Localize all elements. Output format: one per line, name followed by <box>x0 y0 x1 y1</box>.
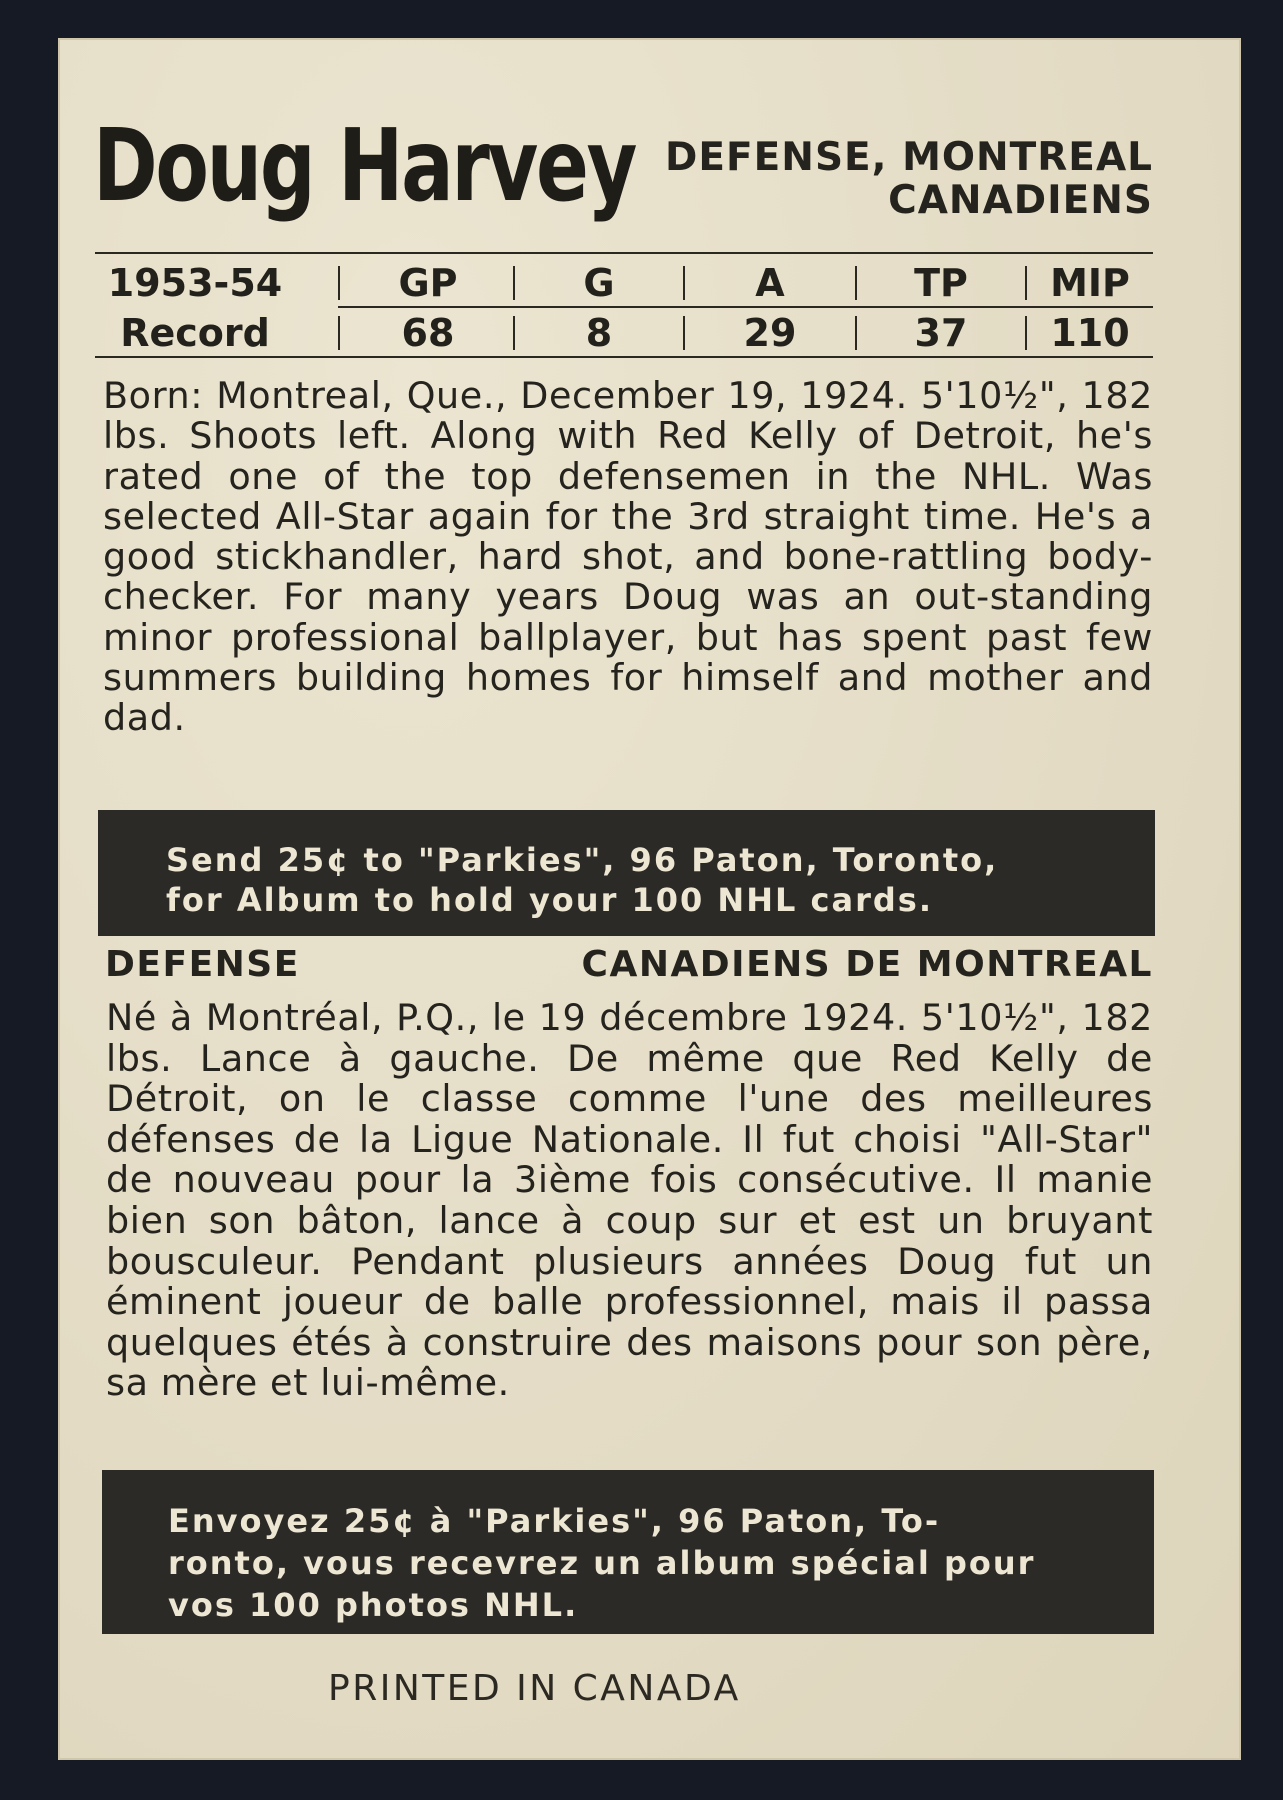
french-heading <box>105 944 1153 994</box>
banner-fr-line-1: Envoyez 25¢ à "Parkies", 96 Paton, To- <box>168 1502 941 1540</box>
position-line-1: DEFENSE, MONTREAL <box>665 135 1153 180</box>
value-tp: 37 <box>914 311 968 355</box>
album-offer-banner-en <box>98 810 1155 936</box>
header-g: G <box>583 261 615 305</box>
french-position: DEFENSE <box>105 944 300 985</box>
hockey-card-back <box>58 38 1241 1760</box>
season-label: 1953-54 <box>107 261 283 305</box>
french-biography: Né à Montréal, P.Q., le 19 décembre 1924. 5'10½", 182 lbs. Lance à gauche. De même que Red Kelly de Détroit, on le classe comme l'une des meilleures défenses de la Ligue Nationale. Il fut choisi "All-Star" de nouveau pour la 3ième fois consécutive. Il manie bien son bâton, lance à coup sur et est un bruyant bousculeur. Pendant plusieurs années Doug fut un éminent joueur de balle professionnel, mais il passa quelques étés à construire des maisons pour son père, sa mère et lui-même. <box>106 996 1153 1405</box>
stats-bottom-rule <box>95 356 1153 358</box>
banner-fr-line-3: vos 100 photos NHL. <box>168 1586 579 1624</box>
value-gp: 68 <box>401 311 455 355</box>
column-divider <box>338 266 340 300</box>
player-position <box>633 136 1153 222</box>
stats-header-row <box>95 258 1153 308</box>
printed-in-canada: PRINTED IN CANADA <box>328 1668 741 1709</box>
stats-value-row <box>95 308 1153 358</box>
value-mip: 110 <box>1050 311 1130 355</box>
position-line-2: CANADIENS <box>888 178 1153 223</box>
header-a: A <box>755 261 785 305</box>
player-name: Doug Harvey <box>93 107 636 224</box>
column-divider <box>338 316 340 350</box>
header-gp: GP <box>398 261 458 305</box>
record-label: Record <box>120 311 270 355</box>
banner-en-line-2: for Album to hold your 100 NHL cards. <box>166 881 933 919</box>
banner-en-line-1: Send 25¢ to "Parkies", 96 Paton, Toronto, <box>166 841 999 879</box>
french-team: CANADIENS DE MONTREAL <box>581 944 1153 985</box>
value-a: 29 <box>743 311 797 355</box>
value-g: 8 <box>585 311 613 355</box>
stats-table <box>95 254 1153 354</box>
english-biography: Born: Montreal, Que., December 19, 1924. 5'10½", 182 lbs. Shoots left. Along with Red Kelly of Detroit, he's rated one of the top defensemen in the NHL. Was selected All-Star again for the 3rd straight time. He's a good stickhandler, hard shot, and bone-rattling body-checker. For many years Doug was an out-standing minor professional ballplayer, but has spent past few summers building homes for himself and mother and dad. <box>103 374 1153 740</box>
header-tp: TP <box>914 261 968 305</box>
header-mip: MIP <box>1050 261 1130 305</box>
album-offer-banner-fr <box>102 1470 1154 1634</box>
banner-fr-line-2: ronto, vous recevrez un album spécial pour <box>168 1544 1036 1582</box>
